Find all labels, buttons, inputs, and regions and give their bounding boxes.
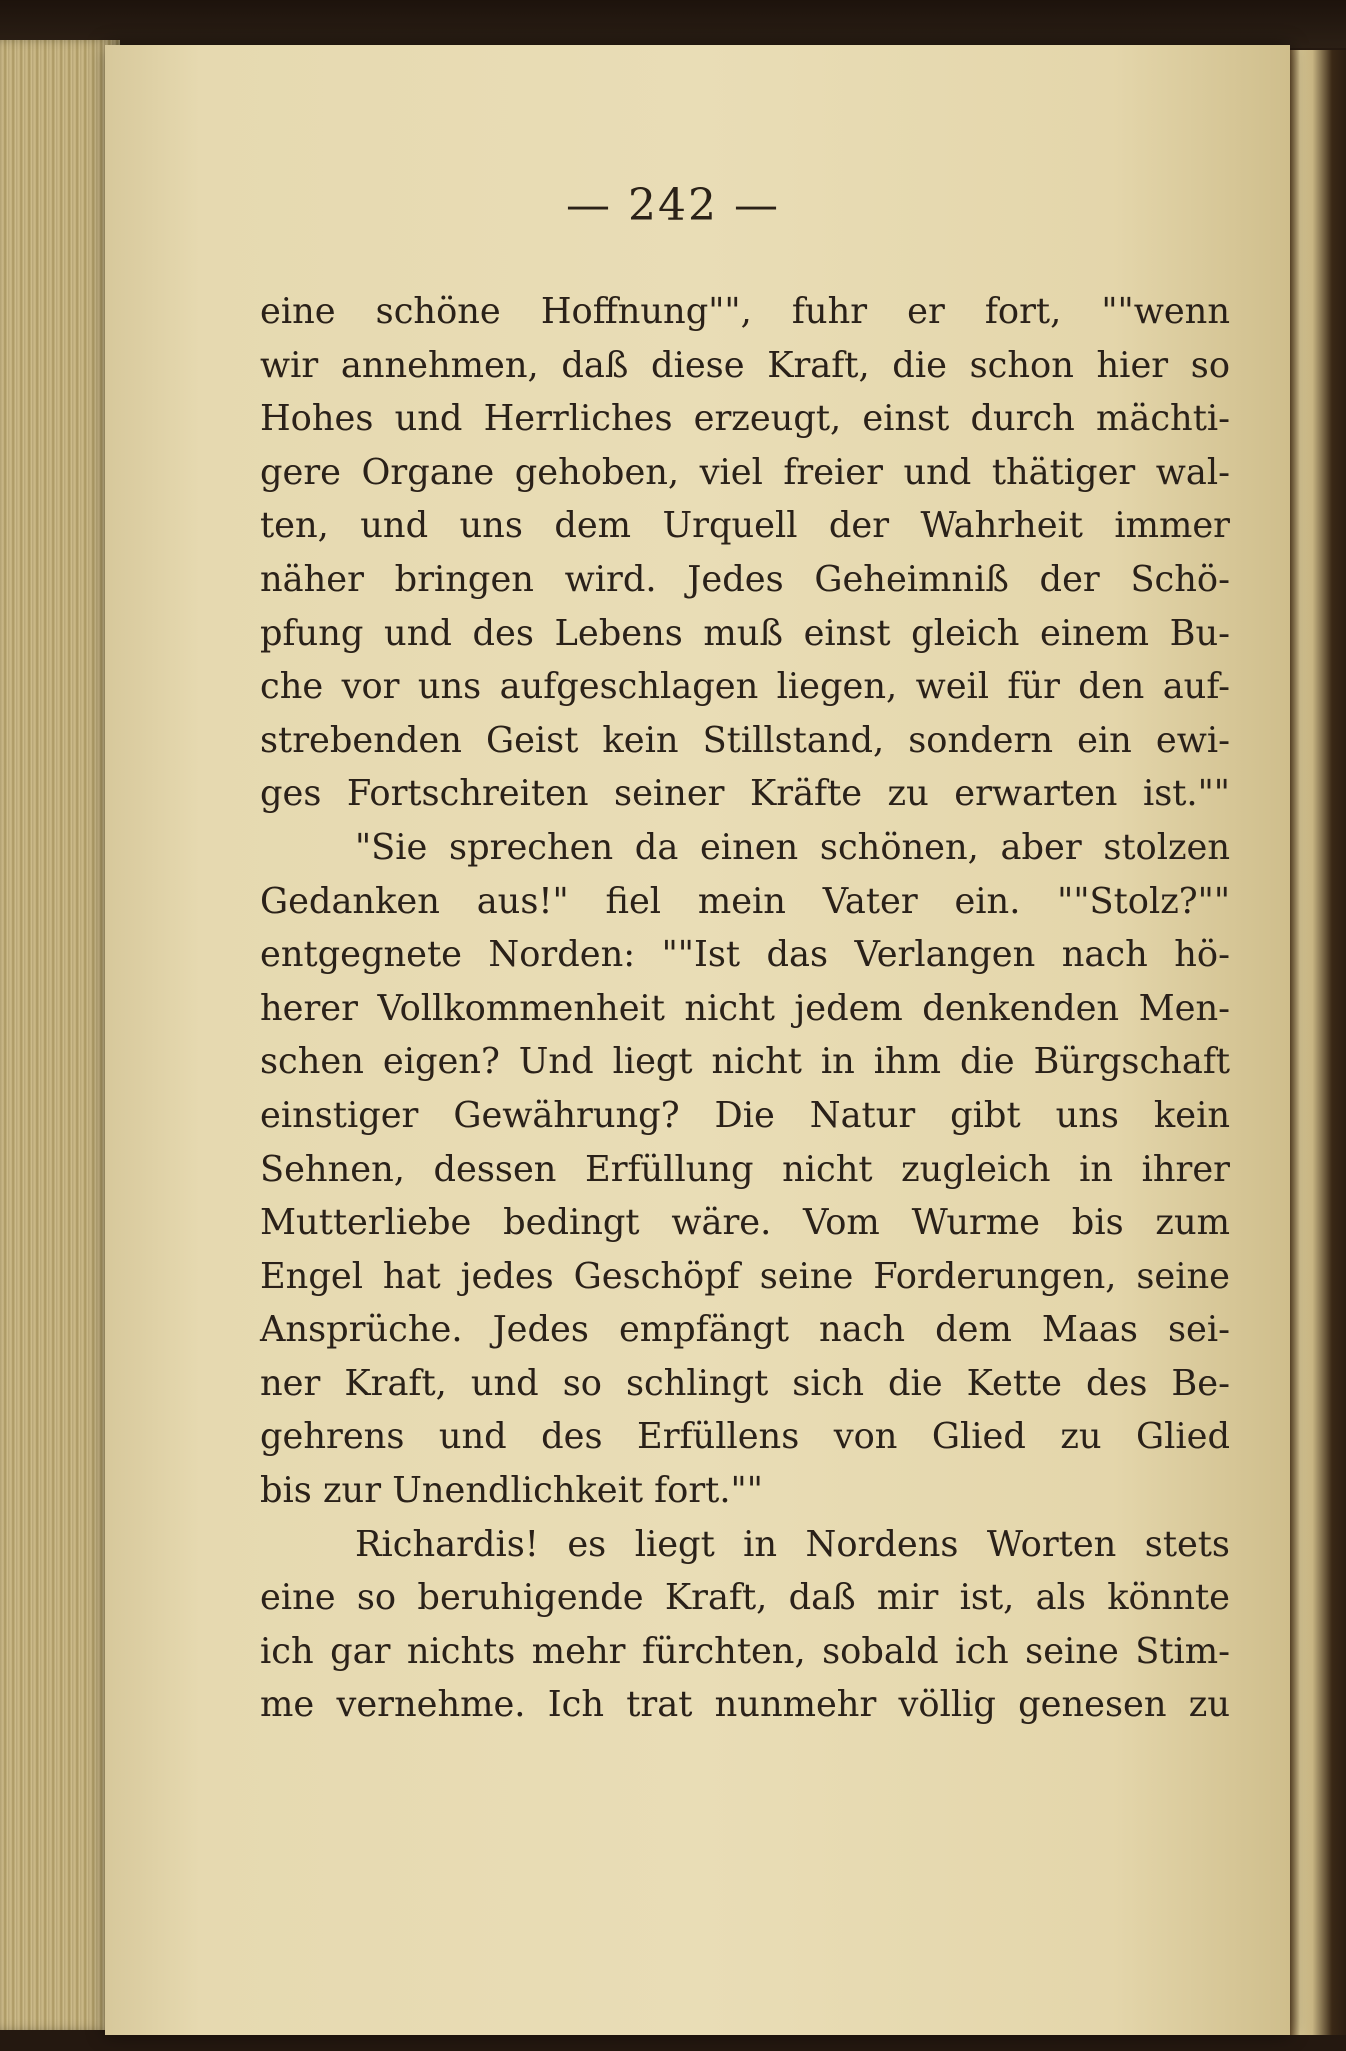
text-line: Engel hat jedes Geschöpf seine Forderungen, seine xyxy=(260,1255,1230,1297)
text-line: gere Organe gehoben, viel freier und thätiger wal- xyxy=(260,451,1230,493)
text-line: näher bringen wird. Jedes Geheimniß der Schö- xyxy=(260,558,1230,600)
text-line: ges Fortschreiten seiner Kräfte zu erwarten ist."" xyxy=(260,773,1230,815)
background-shadow xyxy=(0,0,1346,48)
text-line: ner Kraft, und so schlingt sich die Kette des Be- xyxy=(260,1362,1230,1404)
body-text xyxy=(260,285,1230,1732)
text-line: che vor uns aufgeschlagen liegen, weil für den auf- xyxy=(260,666,1230,708)
text-line: bis zur Unendlichkeit fort."" xyxy=(260,1470,763,1512)
text-line: Gedanken aus!" fiel mein Vater ein. ""Stolz?"" xyxy=(260,880,1230,922)
text-line: Hohes und Herrliches erzeugt, einst durch mächti- xyxy=(260,398,1230,440)
text-line: entgegnete Norden: ""Ist das Verlangen nach hö- xyxy=(260,934,1230,976)
text-line: ich gar nichts mehr fürchten, sobald ich seine Stim- xyxy=(260,1630,1230,1672)
text-line: ten, und uns dem Urquell der Wahrheit immer xyxy=(260,505,1230,547)
text-line: Mutterliebe bedingt wäre. Vom Wurme bis zum xyxy=(260,1202,1230,1244)
stacked-page-edges xyxy=(0,40,120,2030)
text-line: gehrens und des Erfüllens von Glied zu Glied xyxy=(260,1416,1230,1458)
text-line: einstiger Gewährung? Die Natur gibt uns kein xyxy=(260,1094,1230,1136)
text-line: pfung und des Lebens muß einst gleich einem Bu- xyxy=(260,612,1230,654)
text-line: Ansprüche. Jedes empfängt nach dem Maas sei- xyxy=(260,1309,1230,1351)
text-line: Sehnen, dessen Erfüllung nicht zugleich in ihrer xyxy=(260,1148,1230,1190)
text-line: wir annehmen, daß diese Kraft, die schon hier so xyxy=(260,344,1230,386)
text-line: me vernehme. Ich trat nunmehr völlig genesen zu xyxy=(260,1684,1230,1726)
text-line: herer Vollkommenheit nicht jedem denkenden Men- xyxy=(260,987,1230,1029)
book-binding-edge xyxy=(1290,50,1346,2035)
text-line: Richardis! es liegt in Nordens Worten stets xyxy=(355,1523,1230,1565)
text-line: eine schöne Hoffnung"", fuhr er fort, ""wenn xyxy=(260,291,1230,332)
text-line: schen eigen? Und liegt nicht in ihm die Bürgschaft xyxy=(260,1041,1230,1083)
text-line: eine so beruhigende Kraft, daß mir ist, als könnte xyxy=(260,1577,1230,1619)
text-line: strebenden Geist kein Stillstand, sondern ein ewi- xyxy=(260,719,1230,761)
page-number: — 242 — xyxy=(566,180,780,231)
text-line: "Sie sprechen da einen schönen, aber stolzen xyxy=(355,826,1230,868)
